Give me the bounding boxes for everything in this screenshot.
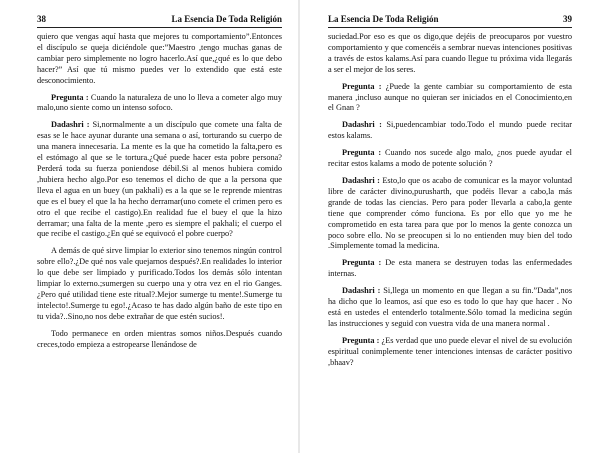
paragraph-text: Cuando la naturaleza de uno lo lleva a cometer algo muy malo,uno siente como un intenso sofoco. bbox=[37, 92, 282, 113]
paragraph-text: quiero que vengas aquí hasta que mejores tu comportamiento”.Entonces el discípulo se queja diciéndole que:”Maestro ,tengo muchas ganas de cambiar pero simplemente no logro hacerlo.Así que,¿qué es lo que debo hacer?” Así que tú mismo puedes ver lo extendido que está este desconocimiento. bbox=[37, 32, 282, 85]
left-page-header bbox=[37, 14, 282, 28]
paragraph bbox=[37, 120, 282, 240]
paragraph bbox=[37, 329, 282, 351]
speaker-label: Pregunta : bbox=[51, 92, 89, 102]
paragraph-text: Si,normalmente a un discípulo que comete una falta de esas se le hace ayunar durante una semana o así, torturando su cuerpo de una manera innecesaria. La mente es la que ha cometido la falta,pero es el estómago al que se le tortura.¿Qué puede hacer esta pobre persona? Perderá toda su fuerza poniendose débil.Si al menos hubiera comido ,hubiera hecho algo.Por eso tenemos el dicho de que a la persona que lleva el agua en un buey (un pakhali) es a la que se le reprende mientras que es el buey el que la ha hecho derramar(uno comete el crimen pero es otro el que recibe el castigo).En realidad fue el buey el que la hizo derramar; una falta de la mente ,pero es siempre el pakhali; el cuerpo el que recibe el castigo.¿En qué se equivocó el pobre cuerpo? bbox=[37, 120, 282, 239]
paragraph-text: De esta manera se destruyen todas las enfermedades internas. bbox=[328, 258, 572, 279]
page-number: 39 bbox=[563, 14, 572, 24]
speaker-label: Pregunta : bbox=[342, 258, 382, 268]
paragraph-text: Esto,lo que os acabo de comunicar es la mayor voluntad libre de carácter divino,purusharth, que podéis llevar a cabo,la más grande de todas las ciencias. Pero para poder llevarla a cabo,la gente tiene que comprender cómo funciona. Es por ello que yo me he comprometido en esta tarea para que por lo menos la gente conozca un poco sobre ello. No se preocupen si lo no entienden muy bien del todo .Simplemente tomad la medicina. bbox=[328, 175, 573, 251]
paragraph-text: Todo permanece en orden mientras somos niños.Después cuando creces,todo empieza a estropearse llenándose de bbox=[37, 328, 282, 349]
speaker-label: Pregunta : bbox=[342, 335, 380, 345]
paragraph-text: Si,puedencambiar todo.Todo el mundo puede recitar estos kalams. bbox=[328, 120, 572, 141]
paragraph-text: Cuando nos sucede algo malo, ¿nos puede ayudar el recitar estos kalams a modo de potente solución ? bbox=[328, 148, 572, 169]
right-page-body bbox=[328, 32, 572, 368]
paragraph bbox=[328, 32, 572, 76]
paragraph-text: A demás de qué sirve limpiar lo exterior sino tenemos ningún control sobre ello?.¿De qué nos vale quejarnos después?.En realidades lo interior lo que debe ser limpiado y purificado.Todos los demás sólo intentan limpiar lo externo.;sumergen su cuerpo una y otra vez en el rio Ganges.¿Pero qué utilidad tiene este ritual?.Mejor sumerge tu mente!.Sumerge tu intelecto!.Sumerge tu ego!.¿Acaso te has dado algún baño de este tipo en tu vida?..Sino,no nos debe extrañar de que estén sucios!. bbox=[37, 246, 282, 321]
paragraph-text: Si,llega un momento en que llegan a su fin.”Dada”,nos ha dicho que lo leamos, así que eso es todo lo que hay que hacer . No está en ustedes el entenderlo totalmente.Sólo tomad la medicina según las instrucciones y seguid con vuestra vida de una manera normal . bbox=[328, 286, 572, 328]
paragraph bbox=[328, 258, 572, 280]
speaker-label: Pregunta : bbox=[342, 148, 382, 158]
paragraph bbox=[328, 286, 572, 330]
paragraph-text: ¿Es verdad que uno puede elevar el nivel de su evolución espiritual conimplemente tener intenciones intensas de carácter positivo ,bhaav? bbox=[328, 335, 572, 367]
right-page bbox=[306, 0, 598, 453]
paragraph-text: suciedad.Por eso es que os digo,que dejéis de preocuparos por vuestro comportamiento y que comencéis a sembrar nuevas intenciones positivas a través de estos kalams.Así para cuando llegue tu próxima vida llegarás a ser el mejor de los seres. bbox=[328, 32, 572, 74]
paragraph bbox=[328, 82, 572, 115]
left-page-body bbox=[37, 32, 282, 350]
speaker-label: Dadashri : bbox=[51, 120, 90, 130]
page-number: 38 bbox=[37, 14, 46, 24]
right-page-header bbox=[328, 14, 572, 28]
paragraph bbox=[328, 120, 572, 142]
paragraph bbox=[37, 246, 282, 322]
book-gutter bbox=[298, 0, 300, 453]
speaker-label: Pregunta : bbox=[342, 81, 382, 91]
paragraph bbox=[37, 93, 282, 115]
paragraph bbox=[328, 336, 572, 369]
paragraph bbox=[37, 32, 282, 87]
running-title: La Esencia De Toda Religión bbox=[328, 14, 439, 24]
speaker-label: Dadashri : bbox=[342, 120, 382, 130]
running-title: La Esencia De Toda Religión bbox=[171, 14, 282, 24]
speaker-label: Dadashri : bbox=[342, 175, 380, 185]
speaker-label: Dadashri : bbox=[342, 286, 381, 296]
paragraph bbox=[328, 176, 572, 252]
paragraph-text: ¿Puede la gente cambiar su comportamiento de esta manera ,incluso aunque no quieran ser iniciados en el Conocimiento,en el Gnan ? bbox=[328, 81, 572, 113]
paragraph bbox=[328, 148, 572, 170]
left-page bbox=[0, 0, 292, 453]
